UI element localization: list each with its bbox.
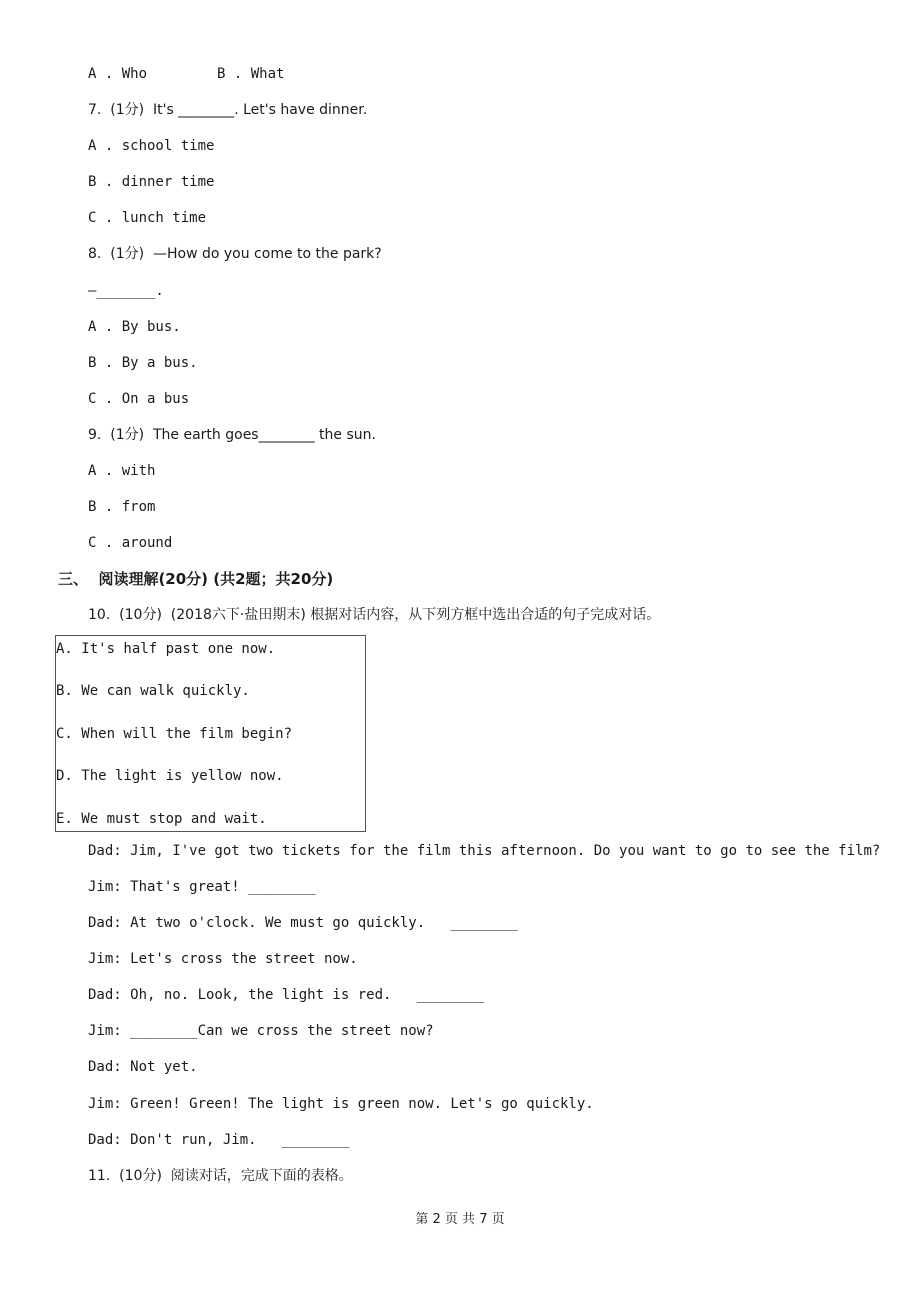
dialogue-line-4: Jim: Let's cross the street now. — [88, 951, 358, 967]
box-option-d: D. The light is yellow now. — [56, 768, 284, 784]
q7-option-c: C . lunch time — [88, 210, 207, 226]
section-heading: 三、 阅读理解(20分) (共2题；共20分) — [58, 570, 334, 588]
q8-option-a: A . By bus. — [88, 319, 181, 335]
dialogue-line-3: Dad: At two o'clock. We must go quickly. ________ — [88, 915, 518, 931]
q11-stem: 11. (10分) 阅读对话，完成下面的表格。 — [88, 1168, 353, 1184]
q7-option-a: A . school time — [88, 138, 215, 154]
dialogue-line-7: Dad: Not yet. — [88, 1059, 198, 1075]
q9-option-b: B . from — [88, 499, 156, 515]
box-option-b: B. We can walk quickly. — [56, 683, 250, 699]
dialogue-line-2: Jim: That's great! ________ — [88, 879, 316, 895]
box-option-e: E. We must stop and wait. — [56, 811, 267, 827]
dialogue-line-1: Dad: Jim, I've got two tickets for the film this afternoon. Do you want to go to see the film? — [88, 843, 881, 859]
q9-option-a: A . with — [88, 463, 156, 479]
q8-answer-line: —_______. — [88, 283, 164, 299]
box-option-a: A. It's half past one now. — [56, 641, 276, 657]
page-footer: 第 2 页 共 7 页 — [415, 1212, 505, 1227]
q9-stem: 9. (1分) The earth goes________ the sun. — [88, 427, 376, 443]
q6-option-b: B . What — [217, 66, 285, 82]
q8-option-b: B . By a bus. — [88, 355, 198, 371]
dialogue-line-8: Jim: Green! Green! The light is green now. Let's go quickly. — [88, 1096, 594, 1112]
box-option-c: C. When will the film begin? — [56, 726, 293, 742]
dialogue-line-6: Jim: ________Can we cross the street now? — [88, 1023, 434, 1039]
q7-option-b: B . dinner time — [88, 174, 215, 190]
q9-option-c: C . around — [88, 535, 173, 551]
q8-stem: 8. (1分) —How do you come to the park? — [88, 246, 382, 262]
q7-stem: 7. (1分) It's ________. Let's have dinner. — [88, 102, 368, 118]
dialogue-line-5: Dad: Oh, no. Look, the light is red. ________ — [88, 987, 485, 1003]
q8-option-c: C . On a bus — [88, 391, 190, 407]
q10-stem: 10. (10分) (2018六下·盐田期末) 根据对话内容，从下列方框中选出合适的句子完成对话。 — [88, 607, 661, 623]
dialogue-line-9: Dad: Don't run, Jim. ________ — [88, 1132, 350, 1148]
q6-option-a: A . Who — [88, 66, 148, 82]
